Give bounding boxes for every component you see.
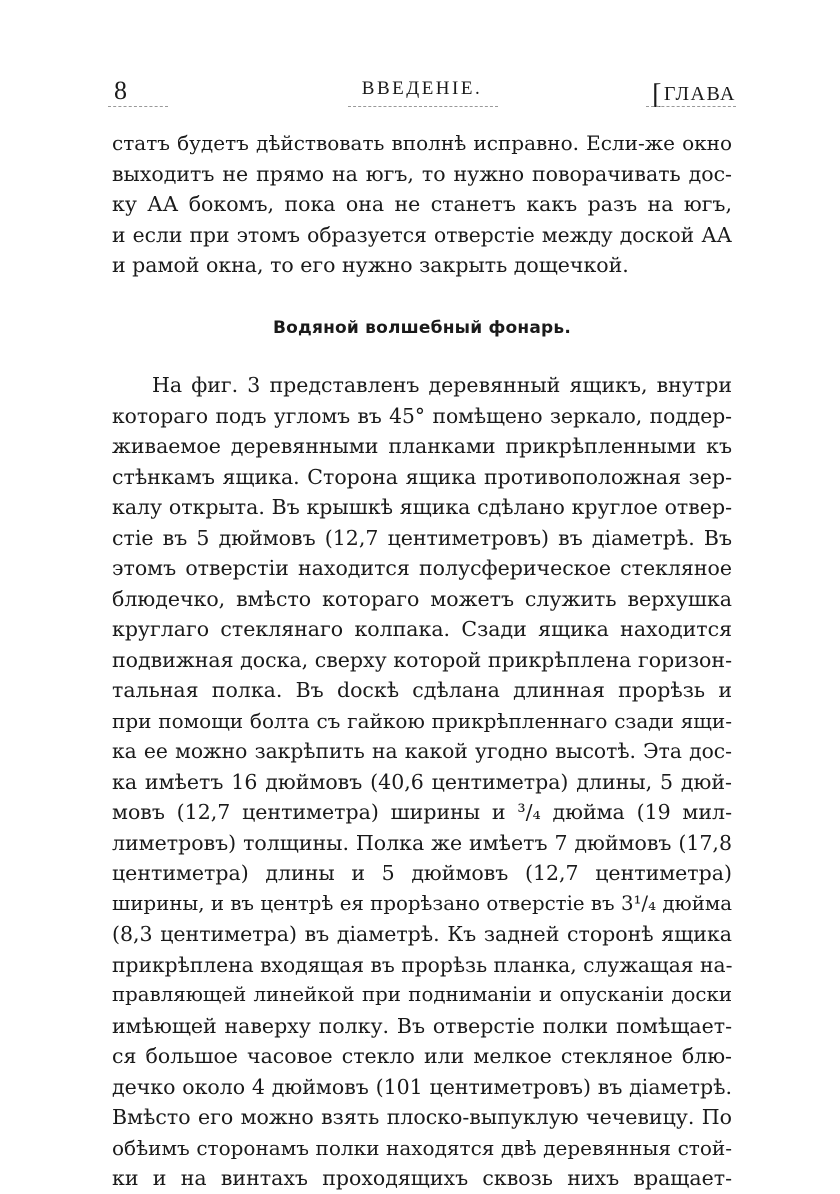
paragraph-continued <box>112 128 732 281</box>
text-line: выходитъ не прямо на югъ, то нужно поворачивать дос- <box>112 161 732 186</box>
running-header <box>108 72 736 112</box>
text-line: блюдечко, вмѣсто котораго можетъ служить верхушка <box>112 586 732 611</box>
text-line: статъ будетъ дѣйствовать вполнѣ исправно. Если-же окно <box>112 131 732 155</box>
text-line: ширины, и въ центрѣ ея прорѣзано отверстіе въ 3¹/₄ дюйма <box>112 891 732 915</box>
text-line: На фиг. 3 представленъ деревянный ящикъ, внутри <box>152 373 732 397</box>
text-line: правляющей линейкой при подниманіи и опусканіи доски <box>112 983 732 1006</box>
page-number: 8 <box>114 76 127 105</box>
text-line: и рамой окна, то его нужно закрыть дощечкой. <box>112 253 629 277</box>
text-line: стіе въ 5 дюймовъ (12,7 центиметровъ) въ діаметрѣ. Въ <box>112 525 732 550</box>
header-rule <box>108 106 168 107</box>
text-line: ку АА бокомъ, пока она не станетъ какъ разъ на югъ, <box>112 192 732 216</box>
text-line: (8,3 центиметра) въ діаметрѣ. Къ задней сторонѣ ящика <box>112 922 732 946</box>
text-line: Вмѣсто его можно взять плоско-выпуклую чечевицу. По <box>112 1105 732 1129</box>
text-line: калу открыта. Въ крышкѣ ящика сдѣлано круглое отвер- <box>112 495 732 519</box>
text-line: при помощи болта съ гайкою прикрѣпленнаго сзади ящи- <box>112 708 732 733</box>
section-heading: Водяной волшебный фонарь. <box>273 318 571 338</box>
text-line: центиметра) длины и 5 дюймовъ (12,7 центиметра) <box>112 861 732 885</box>
text-line: лиметровъ) толщины. Полка же имѣетъ 7 дюймовъ (17,8 <box>112 830 732 855</box>
header-bracket: [ <box>652 79 663 110</box>
text-line: обѣимъ сторонамъ полки находятся двѣ деревянныя стой- <box>112 1135 732 1160</box>
text-line: подвижная доска, сверху которой прикрѣплена горизон- <box>112 647 732 672</box>
running-title: ВВЕДЕНІЕ. <box>361 78 483 99</box>
text-line: тальная полка. Въ doскѣ сдѣлана длинная прорѣзь и <box>112 678 732 702</box>
text-line: ка ее можно закрѣпить на какой угодно высотѣ. Эта дос- <box>112 739 732 763</box>
text-line: стѣнкамъ ящика. Сторона ящика противоположная зер- <box>112 464 732 489</box>
paragraph-water-lantern <box>112 370 732 1194</box>
text-line: дечко около 4 дюймовъ (101 центиметровъ) въ діаметрѣ. <box>112 1074 732 1099</box>
text-line: ся большое часовое стекло или мелкое стекляное блю- <box>112 1044 732 1068</box>
text-line: круглаго стеклянаго колпака. Сзади ящика находится <box>112 617 732 641</box>
text-line: мовъ (12,7 центиметра) ширины и ³/₄ дюйма (19 мил- <box>112 800 732 824</box>
text-line: котораго подъ угломъ въ 45° помѣщено зеркало, поддер- <box>112 403 732 428</box>
text-line: и если при этомъ образуется отверстіе между доской АА <box>112 222 732 247</box>
text-line: прикрѣплена входящая въ прорѣзь планка, служащая на- <box>112 952 733 977</box>
header-rule <box>348 106 498 107</box>
chapter-label-text: ГЛАВА <box>663 83 736 105</box>
header-rule <box>646 106 736 107</box>
text-line: живаемое деревянными планками прикрѣпленными къ <box>112 434 732 458</box>
chapter-label <box>652 76 736 108</box>
text-line: имѣющей наверху полку. Въ отверстіе полки помѣщает- <box>112 1013 732 1038</box>
text-line: ки и на винтахъ проходящихъ сквозь нихъ вращает- <box>112 1166 732 1190</box>
text-line: ка имѣетъ 16 дюймовъ (40,6 центиметра) длины, 5 дюй- <box>112 769 732 794</box>
text-line: этомъ отверстіи находится полусферическое стекляное <box>112 556 732 580</box>
